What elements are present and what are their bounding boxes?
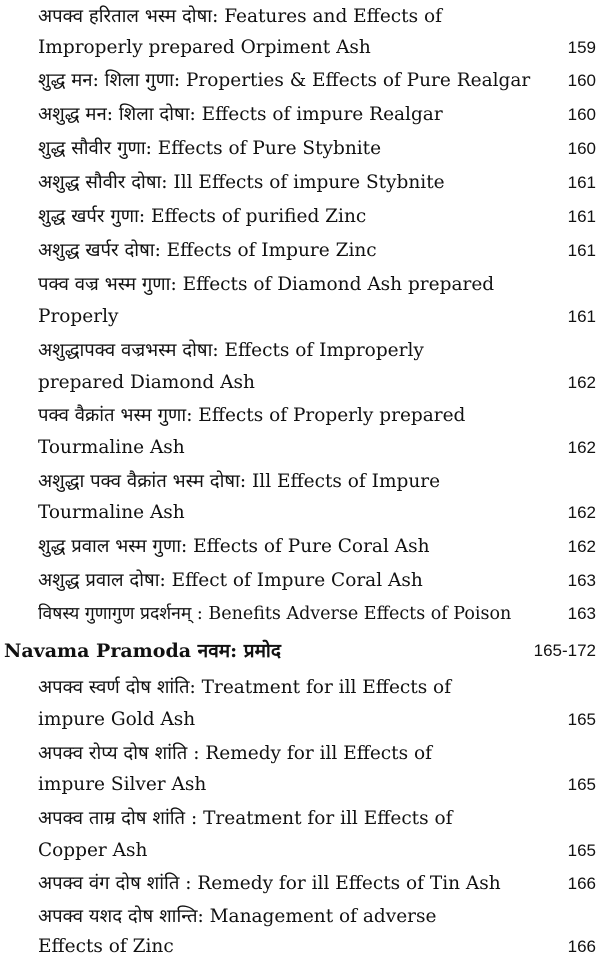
toc-entry-line: Tourmaline Ash (38, 437, 185, 458)
toc-entry-line: Tourmaline Ash (38, 502, 185, 523)
toc-entry-line: Improperly prepared Orpiment Ash (38, 37, 371, 58)
toc-entry-line: शुद्ध मन: शिला गुणा: Properties & Effects of Pure Realgar (38, 70, 531, 91)
toc-entry-line: Effects of Zinc (38, 936, 174, 957)
toc-entry-line: अपक्व ताम्र दोष शांति : Treatment for ill Effects of (38, 808, 453, 829)
page-number: 161 (567, 241, 596, 260)
toc-entry-line: अपक्व हरिताल भस्म दोषा: Features and Effects of (38, 6, 442, 27)
section-heading: Navama Pramoda नवम: प्रमोद (4, 640, 281, 662)
toc-entry-line: अशुद्ध खर्पर दोषा: Effects of Impure Zinc (38, 240, 377, 261)
page-number: 165 (567, 841, 596, 860)
toc-entry-line: Properly (38, 306, 119, 327)
page-number: 161 (567, 173, 596, 192)
toc-entry-line: impure Gold Ash (38, 709, 196, 730)
section-page-range: 165-172 (533, 641, 596, 660)
toc-entry-line: अशुद्ध मन: शिला दोषा: Effects of impure Realgar (38, 104, 443, 125)
toc-entry-line: अशुद्धा पक्व वैक्रांत भस्म दोषा: Ill Effects of Impure (38, 471, 441, 492)
toc-entry-line: पक्व वज्र भस्म गुणा: Effects of Diamond Ash prepared (38, 274, 495, 295)
page-number: 163 (567, 604, 596, 623)
page-number: 160 (567, 139, 596, 158)
toc-entry-line: impure Silver Ash (38, 774, 207, 795)
page-number: 160 (567, 105, 596, 124)
page-number: 160 (567, 71, 596, 90)
page-number: 162 (567, 537, 596, 556)
toc-entry-line: शुद्ध खर्पर गुणा: Effects of purified Zinc (38, 206, 367, 227)
toc-entry-line: अशुद्ध सौवीर दोषा: Ill Effects of impure Stybnite (38, 172, 445, 193)
page-number: 162 (567, 373, 596, 392)
page-number: 166 (567, 937, 596, 956)
page-number: 161 (567, 207, 596, 226)
page-number: 159 (567, 38, 596, 57)
toc-entry-line: अपक्व स्वर्ण दोष शांति: Treatment for ill Effects of (38, 677, 452, 698)
toc-entry-line: अपक्व रोप्य दोष शांति : Remedy for ill Effects of (38, 743, 432, 764)
page-number: 166 (567, 874, 596, 893)
toc-entry-line: अशुद्धापक्व वज्रभस्म दोषा: Effects of Improperly (38, 340, 424, 361)
toc-entry-line: Copper Ash (38, 840, 148, 861)
toc-entry-line: अशुद्ध प्रवाल दोषा: Effect of Impure Coral Ash (38, 570, 423, 591)
toc-entry-line: अपक्व वंग दोष शांति : Remedy for ill Effects of Tin Ash (38, 873, 501, 894)
page-number: 165 (567, 710, 596, 729)
page-number: 161 (567, 307, 596, 326)
toc-entry-line: अपक्व यशद दोष शान्ति: Management of adverse (38, 906, 437, 927)
toc-entry-line: prepared Diamond Ash (38, 372, 255, 393)
toc-entry-line: शुद्ध सौवीर गुणा: Effects of Pure Stybnite (38, 138, 382, 159)
page-number: 163 (567, 571, 596, 590)
page-number: 162 (567, 503, 596, 522)
page-number: 162 (567, 438, 596, 457)
page-number: 165 (567, 775, 596, 794)
toc-entry-line: शुद्ध प्रवाल भस्म गुणा: Effects of Pure Coral Ash (38, 536, 430, 557)
toc-entry-line: पक्व वैक्रांत भस्म गुणा: Effects of Properly prepared (38, 405, 466, 426)
toc-entry-line: विषस्य गुणागुण प्रदर्शनम् : Benefits Adverse Effects of Poison (38, 604, 512, 624)
